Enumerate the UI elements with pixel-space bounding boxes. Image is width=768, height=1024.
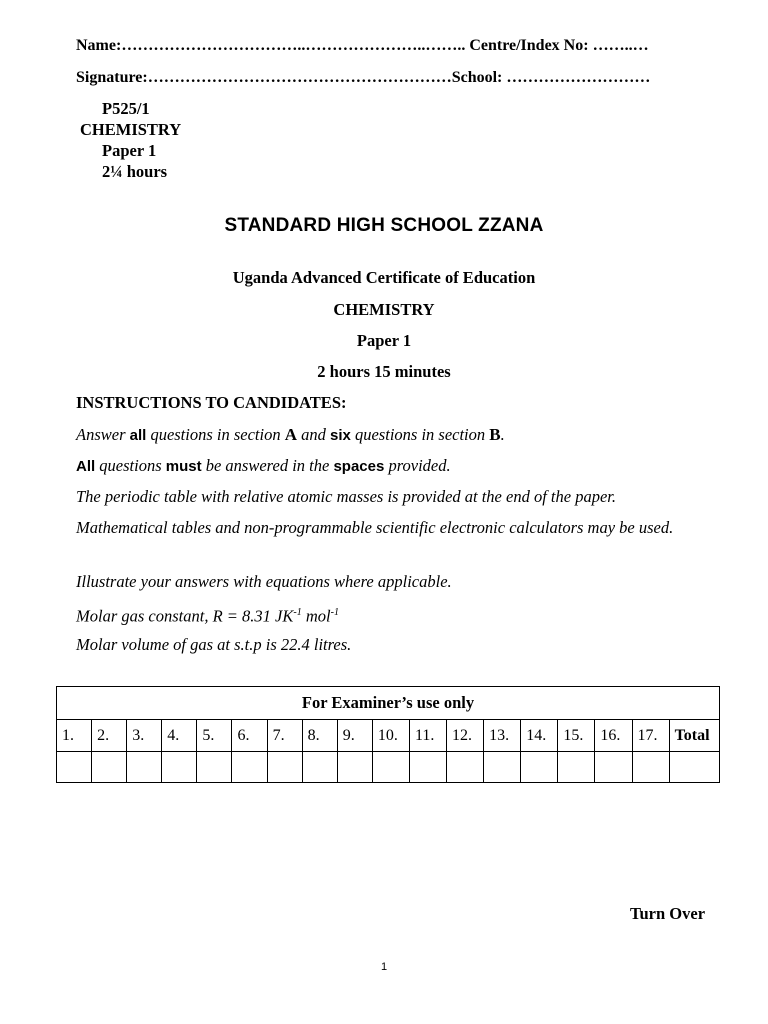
total-header-cell: Total <box>669 720 719 752</box>
question-number-cell: 1. <box>57 720 92 752</box>
turn-over: Turn Over <box>630 904 706 923</box>
instruction-7: Molar volume of gas at s.t.p is 22.4 litres. <box>76 635 352 654</box>
instruction-2: All questions must be answered in the spaces provided. <box>76 456 451 475</box>
examiner-table <box>56 686 720 783</box>
mark-cell <box>57 752 92 783</box>
question-number-cell: 13. <box>484 720 521 752</box>
mark-cell <box>484 752 521 783</box>
question-number-cell: 4. <box>162 720 197 752</box>
page-number: 1 <box>380 961 388 973</box>
mark-cell <box>409 752 446 783</box>
question-number-cell: 14. <box>521 720 558 752</box>
marks-row <box>57 752 720 783</box>
subject-title: CHEMISTRY <box>333 300 435 319</box>
question-number-cell: 15. <box>558 720 595 752</box>
question-number-cell: 11. <box>409 720 446 752</box>
mark-cell <box>372 752 409 783</box>
instruction-4: Mathematical tables and non-programmable scientific electronic calculators may be used. <box>76 518 674 537</box>
paper-code: P525/1 <box>102 99 150 118</box>
mark-cell <box>232 752 267 783</box>
instructions-heading: INSTRUCTIONS TO CANDIDATES: <box>76 393 347 412</box>
time-title: 2 hours 15 minutes <box>317 362 451 381</box>
name-centre-line: Name:……………………………..…………………..…….. Centre/Index No: ……..… <box>76 37 649 54</box>
question-number-cell: 16. <box>595 720 632 752</box>
mark-cell <box>447 752 484 783</box>
paper-subject: CHEMISTRY <box>80 120 182 139</box>
question-number-cell: 6. <box>232 720 267 752</box>
question-number-cell: 12. <box>447 720 484 752</box>
instruction-1: Answer all questions in section A and six questions in section B. <box>76 425 505 444</box>
instruction-6: Molar gas constant, R = 8.31 $JK^{-1}$ mol$^{-1}$ <box>76 606 339 626</box>
paper-title: Paper 1 <box>356 331 412 350</box>
certificate-title: Uganda Advanced Certificate of Education <box>232 268 536 287</box>
mark-cell <box>302 752 337 783</box>
mark-cell <box>197 752 232 783</box>
paper-duration: 2¼ hours <box>102 162 168 181</box>
mark-cell <box>632 752 669 783</box>
mark-cell <box>521 752 558 783</box>
question-number-cell: 17. <box>632 720 669 752</box>
paper-number: Paper 1 <box>102 141 157 160</box>
mark-cell <box>162 752 197 783</box>
question-number-cell: 3. <box>127 720 162 752</box>
question-number-cell: 9. <box>337 720 372 752</box>
question-number-cell: 8. <box>302 720 337 752</box>
instruction-3: The periodic table with relative atomic masses is provided at the end of the paper. <box>76 487 616 506</box>
total-cell <box>669 752 719 783</box>
mark-cell <box>92 752 127 783</box>
instruction-5: Illustrate your answers with equations where applicable. <box>76 572 452 591</box>
question-number-cell: 5. <box>197 720 232 752</box>
mark-cell <box>267 752 302 783</box>
question-number-cell: 7. <box>267 720 302 752</box>
question-number-cell: 2. <box>92 720 127 752</box>
school-title: STANDARD HIGH SCHOOL ZZANA <box>224 215 544 236</box>
mark-cell <box>127 752 162 783</box>
question-number-row <box>57 720 720 752</box>
mark-cell <box>337 752 372 783</box>
examiner-table-heading: For Examiner’s use only <box>57 687 720 720</box>
mark-cell <box>558 752 595 783</box>
signature-school-line: Signature:…………………………………………………School: ……………………… <box>76 69 651 86</box>
mark-cell <box>595 752 632 783</box>
question-number-cell: 10. <box>372 720 409 752</box>
